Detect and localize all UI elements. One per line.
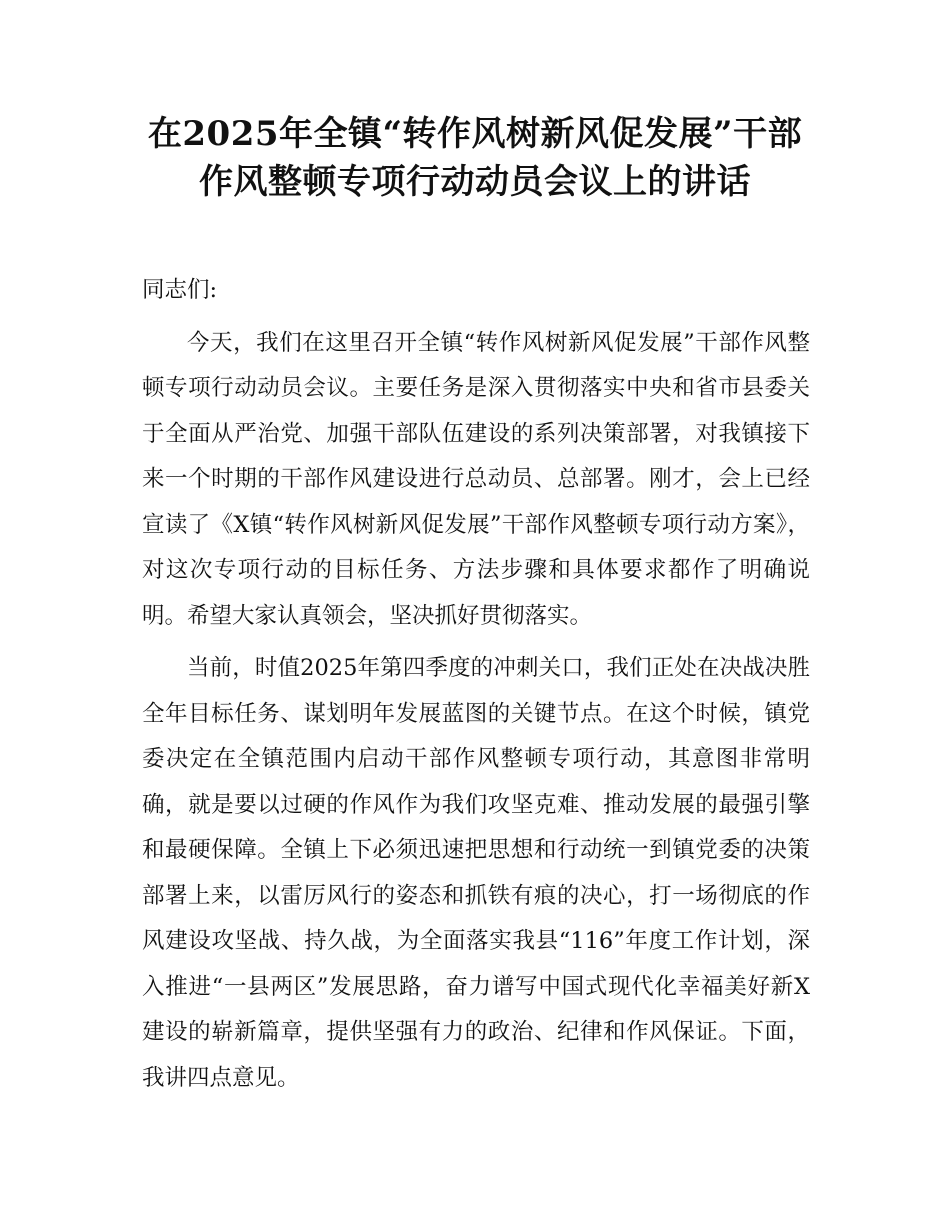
speech-body	[142, 268, 810, 1108]
paragraph-2: 当前，时值2025年第四季度的冲刺关口，我们正处在决战决胜全年目标任务、谋划明年发展蓝图的关键节点。在这个时候，镇党委决定在全镇范围内启动干部作风整顿专项行动，其意图非常明确，就是要以过硬的作风作为我们攻坚克难、推动发展的最强引擎和最硬保障。全镇上下必须迅速把思想和行动统一到镇党委的决策部署上来，以雷厉风行的姿态和抓铁有痕的决心，打一场彻底的作风建设攻坚战、持久战，为全面落实我县“116”年度工作计划，深入推进“一县两区”发展思路，奋力谱写中国式现代化幸福美好新X建设的崭新篇章，提供坚强有力的政治、纪律和作风保证。下面，我讲四点意见。	[142, 655, 810, 1091]
title-line-2: 作风整顿专项行动动员会议上的讲话	[199, 162, 751, 202]
salutation: 同志们:	[142, 277, 218, 303]
paragraph-1: 今天，我们在这里召开全镇“转作风树新风促发展”干部作风整顿专项行动动员会议。主要任务是深入贯彻落实中央和省市县委关于全面从严治党、加强干部队伍建设的系列决策部署，对我镇接下来一个时期的干部作风建设进行总动员、总部署。刚才，会上已经宣读了《X镇“转作风树新风促发展”干部作风整顿专项行动方案》，对这次专项行动的目标任务、方法步骤和具体要求都作了明确说明。希望大家认真领会，坚决抓好贯彻落实。	[142, 329, 810, 629]
title-line-1: 在2025年全镇“转作风树新风促发展”干部	[147, 114, 803, 154]
speech-title	[120, 110, 830, 206]
